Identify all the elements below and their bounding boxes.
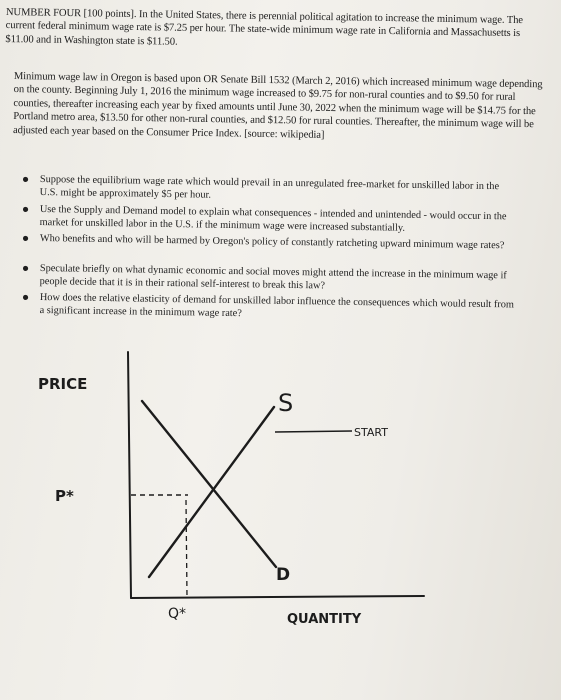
bullet-text: Who benefits and who will be harmed by Oregon's policy of constantly ratcheting upward minimum wage rates?	[39, 232, 505, 252]
bullet-icon: ●	[21, 171, 30, 186]
bullet-text: Suppose the equilibrium wage rate which would prevail in an unregulated free-market for unskilled labor in the U.S. might be approximately $5 per hour.	[39, 173, 500, 201]
bullet-icon: ●	[21, 201, 30, 216]
demand-curve	[142, 401, 276, 567]
oregon-law-paragraph: Minimum wage law in Oregon is based upon OR Senate Bill 1532 (March 2, 2016) which increased minimum wage depending on the county. Beginning July 1, 2016 the minimum wage increased to $9.75 for non-rural counties and to $9.50 for rural counties, thereafter increasing each year by fixed amounts until June 30, 2022 when the minimum wage will be $14.75 for the Portland metro area, $13.50 for other non-rural counties, and $12.50 for rural counties. Thereafter, the minimum wage will be adjusted each year based on the Consumer Price Index. [source: wikipedia]	[12, 70, 543, 141]
start-label: START	[354, 426, 388, 439]
demand-label: D	[276, 565, 291, 585]
bullet-text: Use the Supply and Demand model to explain what consequences - intended and unintended - would occur in the market for unskilled labor in the U.S. if the minimum wage were increased substantially.	[39, 203, 507, 234]
supply-label: S	[278, 389, 294, 417]
start-line	[275, 431, 352, 432]
quantity-axis	[131, 596, 424, 598]
price-label: PRICE	[38, 375, 88, 393]
quantity-label: QUANTITY	[287, 612, 362, 627]
price-axis	[128, 352, 131, 598]
question-intro: NUMBER FOUR [100 points]. In the United States, there is perennial political agitation to increase the minimum wage. The current federal minimum wage rate is $7.25 per hour. The state-wide minimum wage rate in California and Massachusetts is $11.00 and in Washington state is $11.50.	[5, 6, 524, 48]
bullet-icon: ●	[21, 260, 30, 275]
q-star-dashed-line	[186, 500, 187, 597]
bullet-text: How does the relative elasticity of demand for unskilled labor influence the consequences which would result from a significant increase in the minimum wage rate?	[39, 291, 515, 320]
bullet-text: Speculate briefly on what dynamic economic and social moves might attend the increase in the minimum wage if people decide that it is in their rational self-interest to break this law?	[39, 262, 507, 292]
bullet-icon: ●	[21, 230, 30, 245]
p-star-label: P*	[55, 487, 74, 505]
q-star-label: Q*	[168, 606, 187, 622]
bullet-icon: ●	[21, 289, 30, 304]
